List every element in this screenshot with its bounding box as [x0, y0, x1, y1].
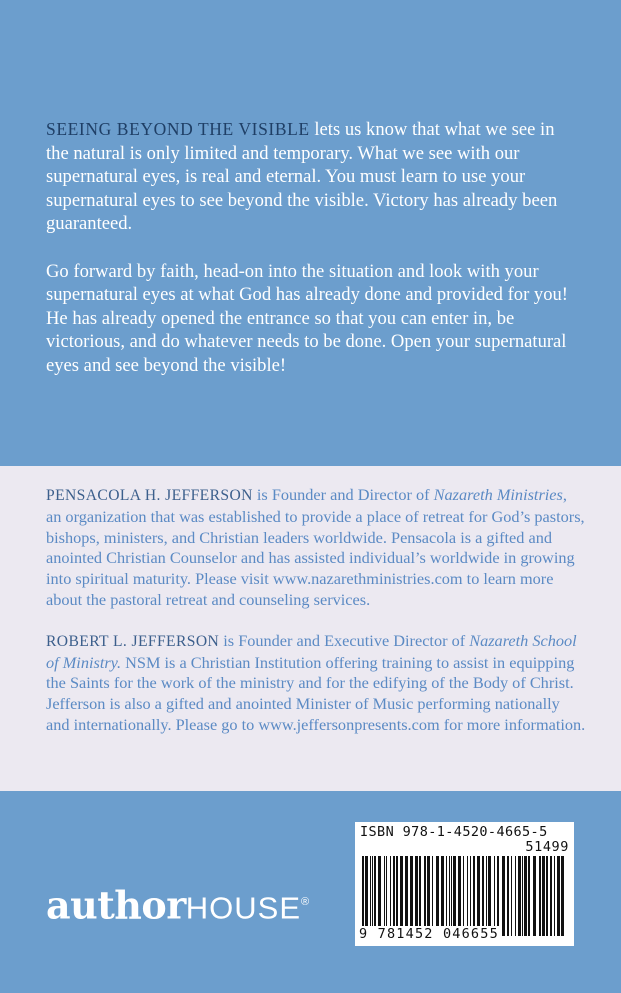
barcode-number: 9 781452 046655 — [359, 926, 499, 942]
barcode-bar — [524, 856, 527, 936]
barcode-bar — [550, 856, 552, 936]
barcode-bar — [372, 856, 373, 936]
barcode-bar — [393, 856, 395, 936]
author-bio-2-text-a: is Founder and Executive Director of — [219, 630, 470, 650]
barcode-bar — [522, 856, 523, 936]
barcode-bar — [451, 856, 452, 936]
barcode-bar — [482, 856, 484, 936]
barcode-bar — [515, 856, 516, 936]
author-bio-1-text-b: , an organization that was established to provide a place of retreat for God’s pastors, bishops, ministers, and Christian leaders worldwide. Pensacola is a gifted and anointed Christian Counselor and has assisted individual’s worldwide in growing into spiritual maturity. Please visit www.nazarethministries.com to learn more about the pastoral retreat and counseling services. — [46, 485, 585, 609]
registered-mark: ® — [301, 896, 309, 908]
author-name-1: PENSACOLA H. JEFFERSON — [46, 487, 253, 504]
blurb-paragraph-1-text: lets us know that what we see in the natural is only limited and temporary. What we see with our supernatural eyes, is real and eternal. You must learn to use your supernatural eyes to see beyond the visible. Victory has already been guaranteed. — [46, 119, 558, 234]
barcode-bar — [441, 856, 444, 936]
barcode-bar — [390, 856, 391, 936]
author-bio-1-org: Nazareth Ministries — [433, 485, 563, 504]
barcode-bar — [378, 856, 381, 936]
barcode-bar — [370, 856, 371, 936]
barcode-bar — [539, 856, 541, 936]
barcode-bar — [467, 856, 468, 936]
barcode-bar — [374, 856, 376, 936]
barcode-bar — [463, 856, 464, 936]
blurb-paragraph-1 — [46, 118, 581, 236]
barcode-bar — [415, 856, 418, 936]
barcode-bar — [477, 856, 480, 936]
barcode-bar — [511, 856, 512, 936]
barcode-bar — [410, 856, 413, 936]
back-cover-blurb — [46, 118, 581, 401]
barcode-bar — [494, 856, 495, 936]
author-bio-2 — [46, 631, 586, 736]
barcode-bar — [365, 856, 368, 936]
barcode-bar — [427, 856, 430, 936]
author-bio-2-text-b: NSM is a Christian Institution offering training to assist in equipping the Saints for the work of the ministry and for the edifying of the Body of Christ. Jefferson is also a gifted and anointed Minister of Music performing nationally and internationally. Please go to www.jeffersonpresents.com for more information. — [46, 652, 586, 734]
barcode-bar — [502, 856, 505, 936]
barcode-bar — [488, 856, 491, 936]
isbn-label: ISBN 978-1-4520-4665-5 — [360, 824, 548, 840]
blurb-lead-title: SEEING BEYOND THE VISIBLE — [46, 119, 310, 139]
price-code: 51499 — [525, 839, 569, 855]
barcode-bar — [533, 856, 536, 936]
author-bio-1-text-a: is Founder and Director of — [252, 485, 434, 504]
author-bio-1 — [46, 485, 586, 611]
publisher-logo-author: author — [46, 882, 186, 928]
barcode-bar — [400, 856, 403, 936]
isbn-barcode — [355, 822, 574, 946]
barcode-bar — [561, 856, 564, 936]
barcode-bar — [458, 856, 461, 936]
barcode-bar — [386, 856, 387, 936]
barcode-bar — [362, 856, 364, 936]
barcode-bar — [419, 856, 421, 936]
barcode-bar — [453, 856, 456, 936]
barcode-bars — [360, 856, 569, 936]
barcode-bar — [557, 856, 560, 936]
barcode-bar — [384, 856, 385, 936]
barcode-bar — [546, 856, 548, 936]
barcode-bar — [497, 856, 499, 936]
barcode-bar — [542, 856, 545, 936]
publisher-logo — [46, 880, 309, 931]
publisher-logo-house: HOUSE — [185, 890, 302, 926]
blurb-paragraph-2: Go forward by faith, head-on into the situation and look with your supernatural eyes at what God has already done and provided for you! He has already opened the entrance so that you can enter in, be victorious, and do whatever needs to be done. Open your supernatural eyes and see beyond the visible! — [46, 260, 568, 376]
barcode-bar — [446, 856, 447, 936]
barcode-bar — [405, 856, 408, 936]
barcode-bar — [436, 856, 439, 936]
author-bio-2-org: Nazareth School of Ministry. — [46, 630, 577, 672]
barcode-bar — [473, 856, 475, 936]
barcode-bar — [396, 856, 398, 936]
barcode-bar — [507, 856, 509, 936]
barcode-bar — [486, 856, 487, 936]
barcode-bar — [449, 856, 450, 936]
barcode-bar — [432, 856, 433, 936]
barcode-bar — [518, 856, 521, 936]
author-name-2: ROBERT L. JEFFERSON — [46, 632, 220, 650]
author-bios — [46, 485, 586, 756]
barcode-bar — [424, 856, 426, 936]
barcode-bar — [528, 856, 530, 936]
barcode-bar — [470, 856, 471, 936]
barcode-bar — [554, 856, 555, 936]
